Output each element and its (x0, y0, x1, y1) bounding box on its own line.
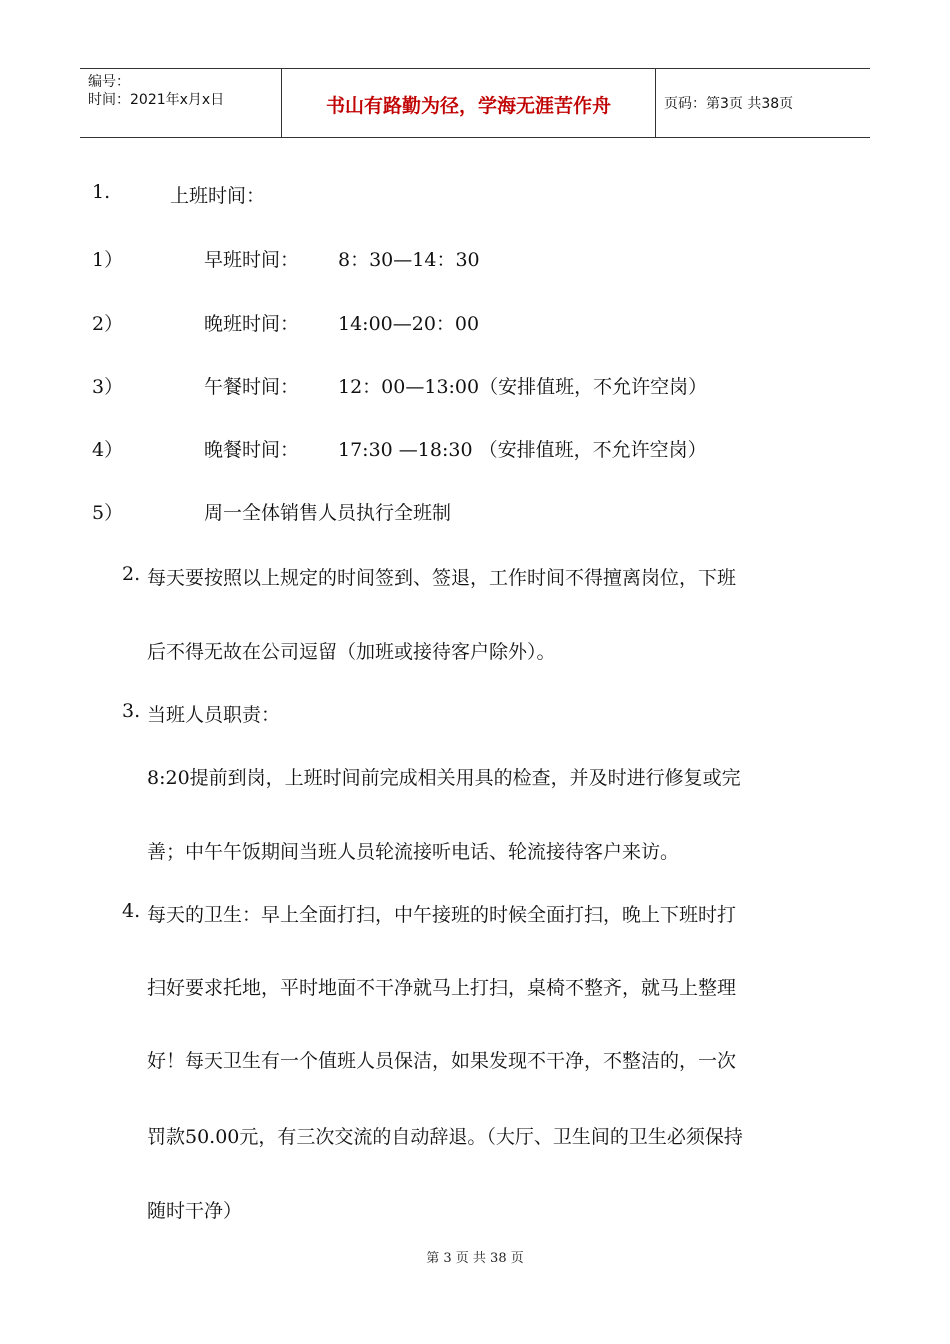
section4-line-2: 扫好要求托地，平时地面不干净就马上打扫，桌椅不整齐，就马上整理 (147, 977, 737, 999)
section2-line-1: 每天要按照以上规定的时间签到、签退，工作时间不得擅离岗位，下班 (147, 567, 737, 589)
item1-number: 1） (92, 249, 124, 271)
section3-line-2: 善；中午午饭期间当班人员轮流接听电话、轮流接待客户来访。 (147, 841, 680, 863)
section3-number: 3. (122, 700, 141, 722)
page-footer: 第 3 页 共 38 页 (426, 1251, 524, 1266)
serial-label: 编号： (88, 74, 130, 90)
item4-label: 晚餐时间： (204, 439, 300, 461)
section1-number: 1. (92, 181, 111, 203)
section2-number: 2. (122, 563, 141, 585)
section2-line-2: 后不得无故在公司逗留（加班或接待客户除外）。 (147, 641, 556, 663)
item4-number: 4） (92, 439, 124, 461)
section3-line-1: 8:20提前到岗，上班时间前完成相关用具的检查，并及时进行修复或完 (147, 767, 741, 789)
item2-value: 14:00—20：00 (338, 313, 480, 335)
section4-line-5: 随时干净） (147, 1200, 243, 1222)
item3-label: 午餐时间： (204, 376, 300, 398)
item1-label: 早班时间： (204, 249, 300, 271)
section4-line-3: 好！每天卫生有一个值班人员保洁，如果发现不干净，不整洁的，一次 (147, 1050, 737, 1072)
item3-number: 3） (92, 376, 124, 398)
page-header (80, 68, 870, 138)
section4-line-4: 罚款50.00元，有三次交流的自动辞退。（大厅、卫生间的卫生必须保持 (147, 1126, 743, 1148)
section4-line-1: 每天的卫生：早上全面打扫，中午接班的时候全面打扫，晚上下班时打 (147, 904, 737, 926)
item5-label: 周一全体销售人员执行全班制 (204, 502, 452, 524)
date-label: 时间：2021年x月x日 (88, 92, 225, 108)
header-page-info: 页码：第3页 共38页 (664, 96, 794, 112)
item5-number: 5） (92, 502, 124, 524)
header-motto: 书山有路勤为径，学海无涯苦作舟 (282, 69, 656, 137)
item3-value: 12：00—13:00（安排值班，不允许空岗） (338, 376, 708, 398)
item4-value: 17:30 —18:30 （安排值班，不允许空岗） (338, 439, 707, 461)
section3-title: 当班人员职责： (147, 704, 281, 726)
item1-value: 8：30—14：30 (338, 249, 480, 271)
header-meta (80, 69, 282, 137)
section1-title: 上班时间： (170, 185, 266, 207)
section4-number: 4. (122, 900, 141, 922)
item2-number: 2） (92, 313, 124, 335)
item2-label: 晚班时间： (204, 313, 300, 335)
